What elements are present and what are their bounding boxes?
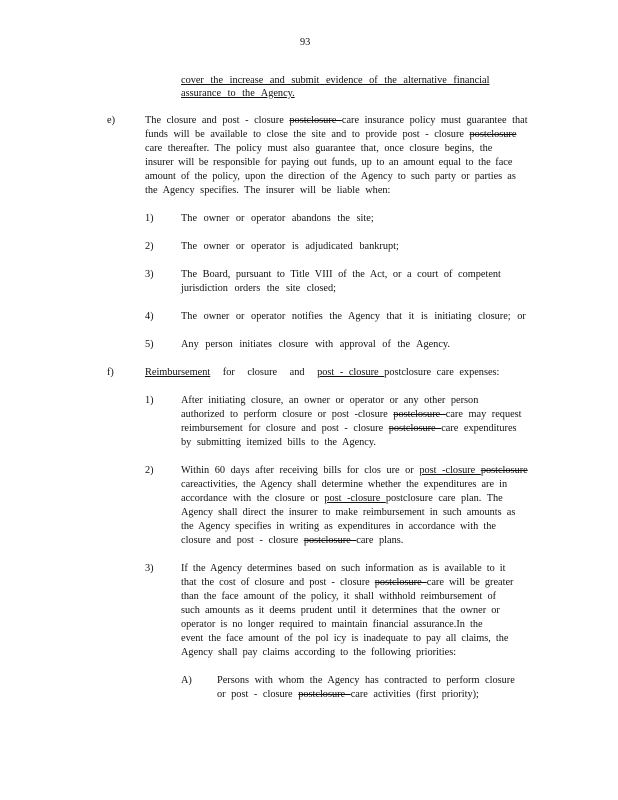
item-text: Persons with whom the Agency has contracted to perform closure — [217, 675, 515, 686]
text: postclosure care expenses: — [384, 367, 500, 378]
page-number: 93 — [300, 37, 311, 48]
text: closure and post - closure — [181, 535, 304, 546]
item-number: 1) — [145, 395, 154, 406]
struck-text: postclosure — [480, 465, 528, 476]
item-text: such amounts as it deems prudent until it determines that the owner or — [181, 605, 500, 616]
section-f-heading — [145, 366, 499, 379]
text: funds will be available to close the site and to provide post - closure — [145, 129, 470, 140]
item-text: The owner or operator abandons the site; — [181, 213, 374, 224]
text-line: care thereafter. The policy must also guarantee that, once closure begins, the — [145, 143, 493, 154]
text: care plans. — [356, 535, 404, 546]
item-number: 2) — [145, 241, 154, 252]
inserted-text: post -closure — [324, 493, 386, 504]
text: care may request — [445, 409, 522, 420]
item-text: Any person initiates closure with approval of the Agency. — [181, 339, 450, 350]
item-number: 2) — [145, 465, 154, 476]
text: care will be greater — [426, 577, 514, 588]
item-text: Agency shall direct the insurer to make reimbursement in such amounts as — [181, 507, 516, 518]
item-text: After initiating closure, an owner or operator or any other person — [181, 395, 479, 406]
struck-text: postclosure — [374, 577, 427, 588]
text: The closure and post - closure — [145, 115, 290, 126]
item-text: the Agency specifies in writing as expenditures in accordance with the — [181, 521, 496, 532]
text: accordance with the closure or — [181, 493, 325, 504]
text: reimbursement for closure and post - closure — [181, 423, 389, 434]
item-number: 5) — [145, 339, 154, 350]
text: authorized to perform closure or post -closure — [181, 409, 394, 420]
text: Within 60 days after receiving bills for clos ure or — [181, 465, 420, 476]
item-number: A) — [181, 675, 192, 686]
item-text: jurisdiction orders the site closed; — [181, 283, 336, 294]
section-e-marker: e) — [107, 115, 115, 126]
intro-line: cover the increase and submit evidence of the alternative financial — [181, 75, 490, 86]
text: care expenditures — [441, 423, 517, 434]
struck-text: postclosure — [388, 423, 442, 434]
text-line: insurer will be responsible for paying out funds, up to an amount equal to the face — [145, 157, 513, 168]
item-text: operator is no longer required to maintain financial assurance.In the — [181, 619, 483, 630]
item-text: The owner or operator is adjudicated bankrupt; — [181, 241, 399, 252]
text: or post - closure — [217, 689, 299, 700]
text: Reimbursement — [145, 367, 211, 378]
item-number: 1) — [145, 213, 154, 224]
text: for closure and — [210, 367, 318, 378]
intro-line: assurance to the Agency. — [181, 88, 295, 99]
item-text: event the face amount of the pol icy is inadequate to pay all claims, the — [181, 633, 509, 644]
item-text: by submitting itemized bills to the Agency. — [181, 437, 376, 448]
item-text: If the Agency determines based on such information as is available to it — [181, 563, 506, 574]
text: that the cost of closure and post - closure — [181, 577, 375, 588]
item-number: 3) — [145, 269, 154, 280]
text: care activities (first priority); — [350, 689, 479, 700]
text-line: amount of the policy, upon the direction of the Agency to such party or parties as — [145, 171, 516, 182]
struck-text: postclosure — [298, 689, 351, 700]
inserted-text: post -closure — [419, 465, 481, 476]
struck-text: postclosure — [303, 535, 357, 546]
item-number: 3) — [145, 563, 154, 574]
item-text: than the face amount of the policy, it shall withhold reimbursement of — [181, 591, 497, 602]
struck-text: postclosure — [393, 409, 446, 420]
section-f-marker: f) — [107, 367, 114, 378]
text-line: the Agency specifies. The insurer will be liable when: — [145, 185, 391, 196]
text: postclosure care plan. The — [385, 493, 503, 504]
item-text: careactivities, the Agency shall determine whether the expenditures are in — [181, 479, 508, 490]
text: care insurance policy must guarantee that — [341, 115, 528, 126]
item-text: Agency shall pay claims according to the following priorities: — [181, 647, 457, 658]
struck-text: postclosure — [469, 129, 517, 140]
item-text: The Board, pursuant to Title VIII of the Act, or a court of competent — [181, 269, 501, 280]
inserted-text: post - closure — [317, 367, 385, 378]
struck-text: postclosure — [289, 115, 342, 126]
item-number: 4) — [145, 311, 154, 322]
item-text: The owner or operator notifies the Agency that it is initiating closure; or — [181, 311, 526, 322]
